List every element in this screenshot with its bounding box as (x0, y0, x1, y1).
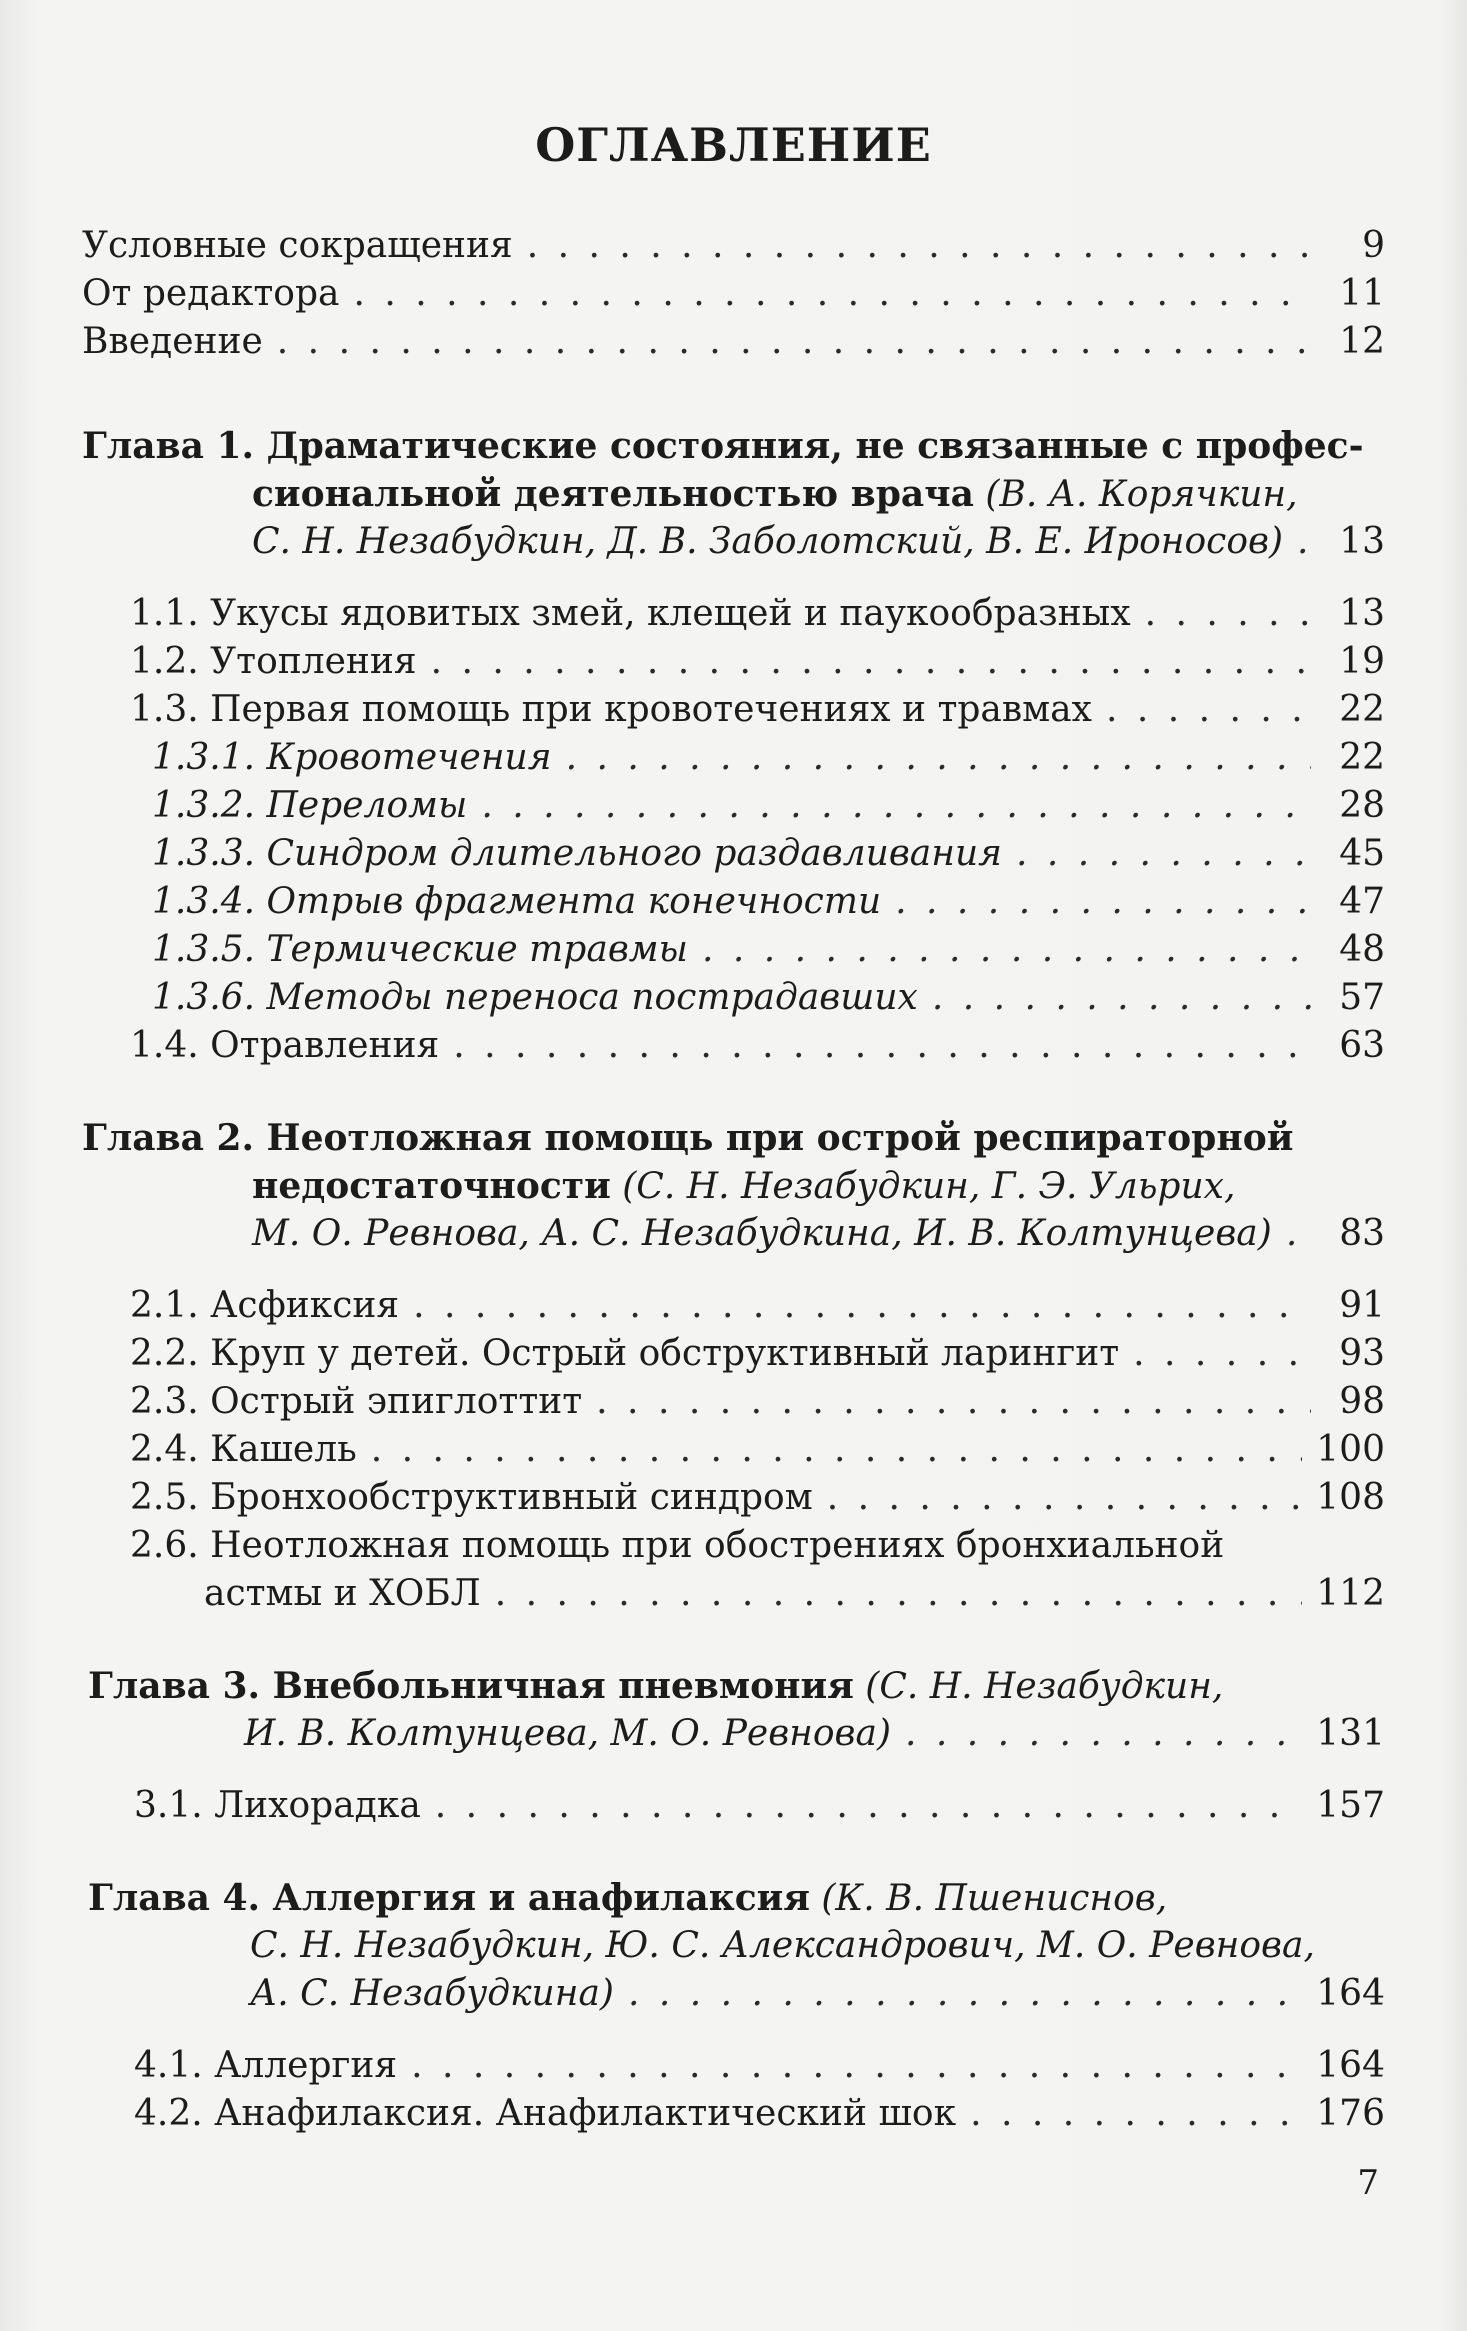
toc-entry (152, 974, 1385, 1022)
toc-entry-text: 2.4. Кашель (130, 1429, 357, 1470)
toc-entry-text: 2.1. Асфиксия (130, 1285, 400, 1326)
toc-entry (130, 1330, 1385, 1378)
toc-entry-text: 2.5. Бронхообструктивный синдром (130, 1477, 813, 1518)
chapter-4-authors-cont: С. Н. Незабудкин, Ю. С. Александрович, М. О. Ревнова, (250, 1925, 1315, 1966)
toc-entry (152, 782, 1385, 830)
toc-entry-text: 1.3.2. Переломы (152, 785, 468, 826)
toc-entry-page: 131 (1316, 1713, 1385, 1754)
toc-entry-text: 2.6. Неотложная помощь при обострениях бронхиальной (130, 1525, 1225, 1566)
toc-entry-text: 1.2. Утопления (130, 641, 417, 682)
toc-entry-page: 83 (1339, 1213, 1385, 1254)
toc-entry-text: От редактора (82, 273, 340, 314)
toc-entry (82, 270, 1385, 318)
chapter-1-authors-cont: С. Н. Незабудкин, Д. В. Заболотский, В. Е. Ироносов) (252, 521, 1283, 562)
toc-entry-text: 3.1. Лихорадка (134, 1785, 421, 1826)
chapter-1-heading-cont (252, 470, 1298, 519)
chapter-2-authors: (С. Н. Незабудкин, Г. Э. Ульрих, (622, 1166, 1236, 1207)
toc-entry-page: 112 (1316, 1573, 1385, 1614)
page-title: ОГЛАВЛЕНИЕ (535, 118, 932, 172)
toc-entry-page: 12 (1339, 321, 1385, 362)
toc-entry-page: 63 (1339, 1025, 1385, 1066)
toc-entry-text: 2.3. Острый эпиглоттит (130, 1381, 583, 1422)
toc-entry (152, 926, 1385, 974)
toc-entry-text: Условные сокращения (82, 225, 513, 266)
toc-entry (152, 734, 1385, 782)
toc-entry-text: астмы и ХОБЛ (204, 1573, 481, 1614)
toc-entry-text: 1.3.5. Термические травмы (152, 929, 688, 970)
toc-entry-page: 22 (1339, 689, 1385, 730)
chapter-2-heading: Глава 2. Неотложная помощь при острой респираторной (82, 1117, 1294, 1159)
toc-entry (152, 830, 1385, 878)
toc-entry-text: 1.3.3. Синдром длительного раздавливания (152, 833, 1002, 874)
toc-entry-page: 13 (1339, 593, 1385, 634)
toc-entry-page: 164 (1316, 2045, 1385, 2086)
toc-entry-page: 98 (1339, 1381, 1385, 1422)
toc-entry-page: 47 (1339, 881, 1385, 922)
toc-entry (82, 318, 1385, 366)
toc-entry (130, 1474, 1385, 1522)
toc-entry-text: Введение (82, 321, 263, 362)
chapter-4-authors-cont: А. С. Незабудкина) (250, 1973, 614, 2014)
toc-entry (152, 878, 1385, 926)
toc-entry-page: 48 (1339, 929, 1385, 970)
toc-entry (134, 2042, 1385, 2090)
toc-entry-page: 22 (1339, 737, 1385, 778)
chapter-2-heading-cont (252, 1162, 1235, 1211)
toc-entry-text: 1.3.4. Отрыв фрагмента конечности (152, 881, 882, 922)
toc-entry (252, 518, 1385, 566)
chapter-2-authors-cont: М. О. Ревнова, А. С. Незабудкина, И. В. Колтунцева) (252, 1213, 1272, 1254)
toc-entry-page: 91 (1339, 1285, 1385, 1326)
toc-entry (130, 686, 1385, 734)
toc-entry (130, 638, 1385, 686)
toc-entry-page: 100 (1316, 1429, 1385, 1470)
toc-entry (134, 2090, 1385, 2138)
toc-entry (130, 1282, 1385, 1330)
toc-entry-text: 4.2. Анафилаксия. Анафилактический шок (134, 2093, 957, 2134)
chapter-4-authors: (К. В. Пшениснов, (821, 1878, 1168, 1919)
toc-entry (130, 1426, 1385, 1474)
toc-entry-text: 1.3. Первая помощь при кровотечениях и травмах (130, 689, 1092, 730)
toc-entry (82, 222, 1385, 270)
toc-entry-page: 57 (1339, 977, 1385, 1018)
toc-entry-text: 1.1. Укусы ядовитых змей, клещей и паукообразных (130, 593, 1131, 634)
chapter-2-title-tail: недостаточности (252, 1165, 611, 1207)
toc-entry-page: 9 (1362, 225, 1385, 266)
toc-entry-page: 108 (1316, 1477, 1385, 1518)
toc-entry-text: 1.4. Отравления (130, 1025, 440, 1066)
chapter-3-heading (88, 1662, 1223, 1711)
toc-entry-text: 1.3.6. Методы переноса пострадавших (152, 977, 918, 1018)
chapter-3-authors-cont: И. В. Колтунцева, М. О. Ревнова) (244, 1713, 892, 1754)
toc-entry-text: 2.2. Круп у детей. Острый обструктивный ларингит (130, 1333, 1120, 1374)
toc-entry-page: 13 (1339, 521, 1385, 562)
toc-entry-page: 93 (1339, 1333, 1385, 1374)
chapter-1-authors: (В. А. Корячкин, (985, 474, 1298, 515)
toc-entry-page: 164 (1316, 1973, 1385, 2014)
chapter-1-title-tail: сиональной деятельностью врача (252, 473, 974, 515)
chapter-3-title: Глава 3. Внебольничная пневмония (88, 1665, 854, 1707)
toc-entry (134, 1782, 1385, 1830)
toc-entry-page: 28 (1339, 785, 1385, 826)
toc-entry-page: 11 (1339, 273, 1385, 314)
toc-entry (244, 1710, 1385, 1758)
toc-entry-page: 19 (1339, 641, 1385, 682)
chapter-1-heading: Глава 1. Драматические состояния, не связанные с профес- (82, 425, 1364, 467)
toc-entry (204, 1570, 1385, 1618)
chapter-3-authors: (С. Н. Незабудкин, (865, 1666, 1224, 1707)
toc-entry-page: 176 (1316, 2093, 1385, 2134)
chapter-4-heading (88, 1874, 1167, 1923)
toc-entry (250, 1970, 1385, 2018)
toc-entry-text: 4.1. Аллергия (134, 2045, 398, 2086)
toc-entry (130, 1378, 1385, 1426)
toc-entry (252, 1210, 1385, 1258)
toc-entry (130, 590, 1385, 638)
chapter-4-title: Глава 4. Аллергия и анафилаксия (88, 1877, 810, 1919)
page-number: 7 (1357, 2163, 1379, 2203)
toc-entry-text: 1.3.1. Кровотечения (152, 737, 552, 778)
toc-entry (130, 1022, 1385, 1070)
toc-entry-page: 45 (1339, 833, 1385, 874)
toc-entry-page: 157 (1316, 1785, 1385, 1826)
